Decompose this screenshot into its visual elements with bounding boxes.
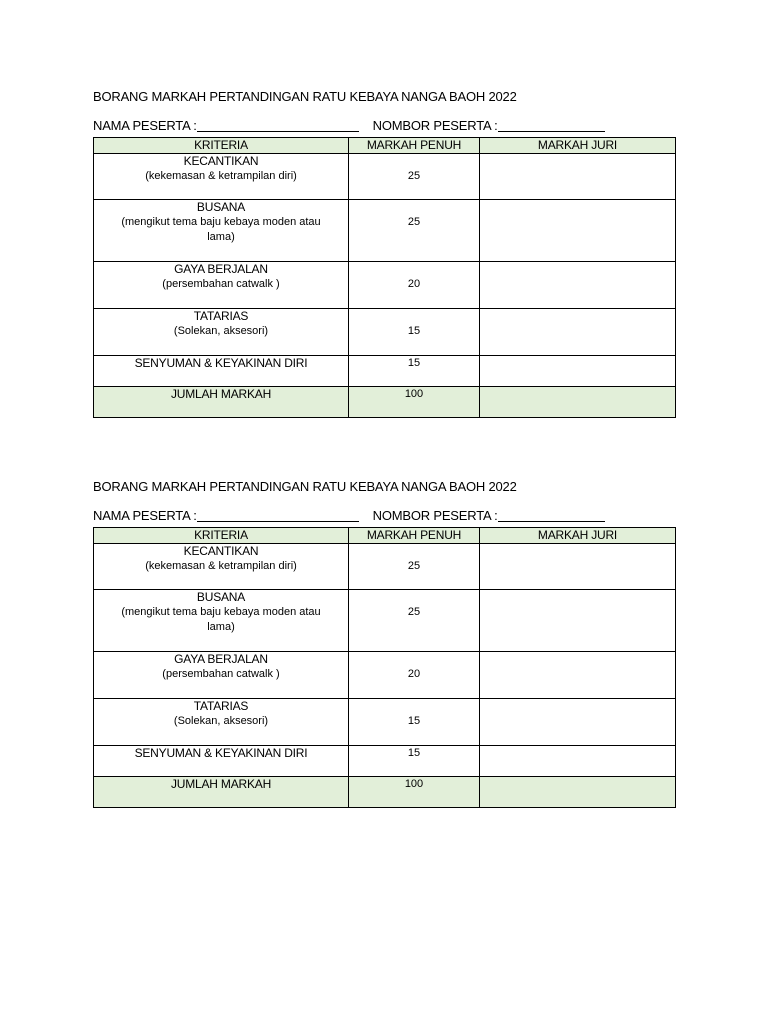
full-mark-value: 15 [407,715,421,727]
full-mark-value: 20 [407,668,421,680]
total-label-cell [94,777,349,808]
full-mark-cell [349,652,480,699]
table-row [94,309,676,356]
criteria-cell [94,590,349,652]
criteria-name: BUSANA [196,200,246,214]
criteria-cell [94,356,349,387]
criteria-name: SENYUMAN & KEYAKINAN DIRI [134,746,308,760]
full-mark-value: 25 [407,560,421,572]
judge-mark-cell[interactable] [480,652,676,699]
total-label: JUMLAH MARKAH [170,387,272,401]
header-full-mark: MARKAH PENUH [349,138,480,154]
full-mark-cell [349,699,480,746]
judge-mark-cell[interactable] [480,262,676,309]
criteria-name: BUSANA [196,590,246,604]
judge-mark-cell[interactable] [480,200,676,262]
criteria-name: KECANTIKAN [183,544,259,558]
criteria-cell [94,544,349,590]
table-row [94,652,676,699]
table-header-row [94,138,676,154]
full-mark-value: 25 [407,170,421,182]
criteria-name: TATARIAS [193,699,249,713]
criteria-description: (persembahan catwalk ) [162,278,280,290]
total-judge-mark-cell[interactable] [480,387,676,418]
judge-mark-cell[interactable] [480,590,676,652]
criteria-name: KECANTIKAN [183,154,259,168]
participant-name-blank[interactable] [197,508,359,522]
criteria-description: (persembahan catwalk ) [162,668,280,680]
table-header-row [94,528,676,544]
criteria-description: (kekemasan & ketrampilan diri) [145,560,297,572]
total-full-mark-cell [349,777,480,808]
participant-number-label: NOMBOR PESERTA : [372,508,498,523]
header-judge-mark: MARKAH JURI [480,528,676,544]
form-title: BORANG MARKAH PERTANDINGAN RATU KEBAYA NANGA BAOH 2022 [93,89,517,104]
total-label-cell [94,387,349,418]
full-mark-value: 15 [407,747,421,759]
criteria-description: (Solekan, aksesori) [173,715,269,727]
table-row [94,356,676,387]
judge-mark-cell[interactable] [480,699,676,746]
criteria-cell [94,652,349,699]
table-row [94,544,676,590]
participant-fields [93,118,605,133]
total-full-mark-cell [349,387,480,418]
full-mark-value: 15 [407,325,421,337]
criteria-cell [94,309,349,356]
total-full-mark-value: 100 [404,778,424,790]
participant-name-blank[interactable] [197,118,359,132]
full-mark-value: 25 [407,606,421,618]
criteria-description: (mengikut tema baju kebaya moden atau lama) [121,606,321,633]
criteria-description: (mengikut tema baju kebaya moden atau lama) [121,216,321,243]
full-mark-cell [349,746,480,777]
participant-name-label: NAMA PESERTA : [93,118,197,133]
table-row [94,590,676,652]
table-row [94,746,676,777]
participant-name-label: NAMA PESERTA : [93,508,197,523]
judge-mark-cell[interactable] [480,356,676,387]
header-judge-mark: MARKAH JURI [480,138,676,154]
full-mark-cell [349,309,480,356]
total-label: JUMLAH MARKAH [170,777,272,791]
total-full-mark-value: 100 [404,388,424,400]
full-mark-cell [349,262,480,309]
criteria-cell [94,746,349,777]
full-mark-cell [349,200,480,262]
judge-mark-cell[interactable] [480,544,676,590]
table-row [94,200,676,262]
criteria-name: GAYA BERJALAN [174,262,268,276]
full-mark-value: 20 [407,278,421,290]
full-mark-cell [349,154,480,200]
table-row [94,154,676,200]
full-mark-cell [349,544,480,590]
criteria-cell [94,154,349,200]
participant-number-label: NOMBOR PESERTA : [372,118,498,133]
header-criteria: KRITERIA [94,528,349,544]
full-mark-cell [349,590,480,652]
criteria-cell [94,699,349,746]
score-table [93,137,676,418]
form-title: BORANG MARKAH PERTANDINGAN RATU KEBAYA NANGA BAOH 2022 [93,479,517,494]
score-table [93,527,676,808]
header-criteria: KRITERIA [94,138,349,154]
full-mark-value: 25 [407,216,421,228]
header-full-mark: MARKAH PENUH [349,528,480,544]
criteria-description: (Solekan, aksesori) [173,325,269,337]
total-judge-mark-cell[interactable] [480,777,676,808]
criteria-description: (kekemasan & ketrampilan diri) [145,170,297,182]
judge-mark-cell[interactable] [480,154,676,200]
participant-fields [93,508,605,523]
total-row [94,387,676,418]
table-row [94,262,676,309]
criteria-cell [94,200,349,262]
criteria-name: SENYUMAN & KEYAKINAN DIRI [134,356,308,370]
criteria-cell [94,262,349,309]
total-row [94,777,676,808]
full-mark-cell [349,356,480,387]
criteria-name: TATARIAS [193,309,249,323]
table-row [94,699,676,746]
participant-number-blank[interactable] [498,118,605,132]
participant-number-blank[interactable] [498,508,605,522]
judge-mark-cell[interactable] [480,309,676,356]
full-mark-value: 15 [407,357,421,369]
criteria-name: GAYA BERJALAN [174,652,268,666]
judge-mark-cell[interactable] [480,746,676,777]
